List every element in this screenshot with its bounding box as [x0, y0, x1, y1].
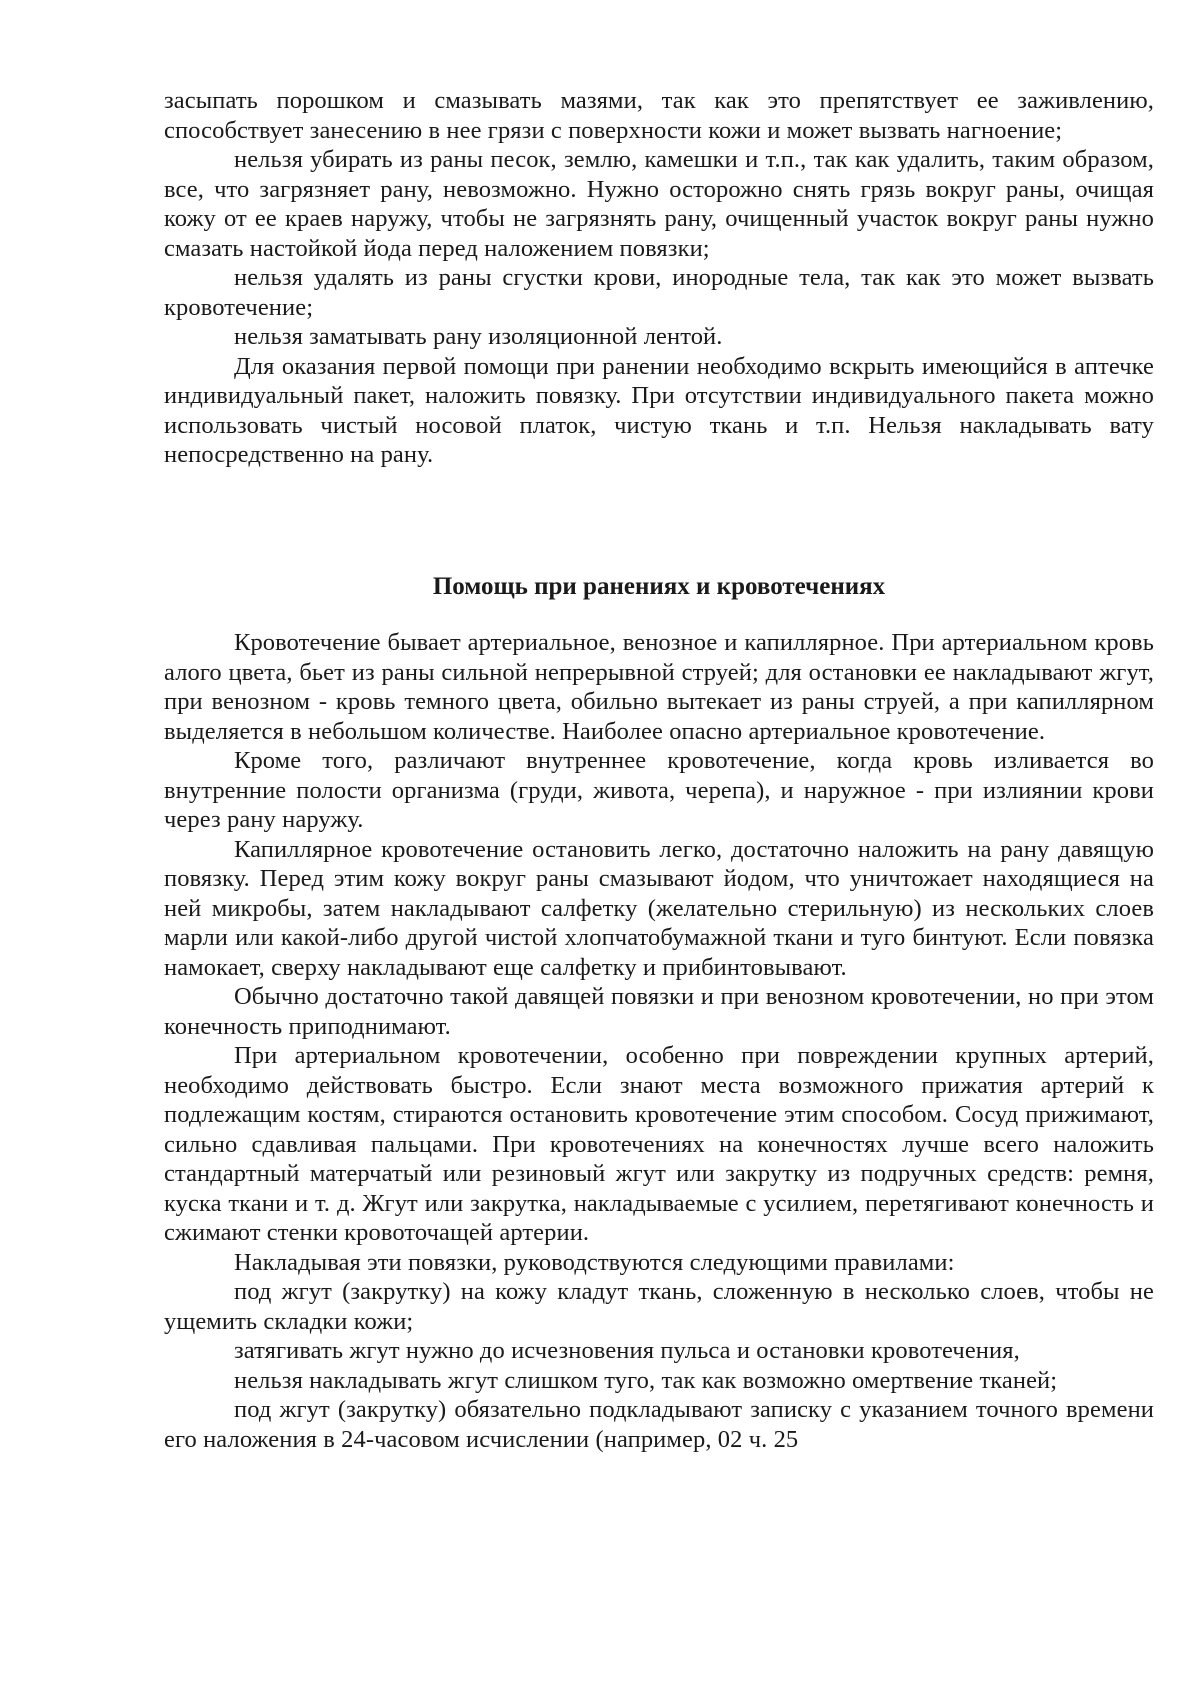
paragraph: засыпать порошком и смазывать мазями, так как это препятствует ее заживлению, способствует занесению в нее грязи с поверхности кожи и может вызвать нагноение; — [164, 87, 1154, 144]
paragraph: под жгут (закрутку) обязательно подкладывают записку с указанием точного времени его наложения в 24-часовом исчислении (например, 02 ч. 25 — [164, 1396, 1154, 1453]
paragraph: затягивать жгут нужно до исчезновения пульса и остановки кровотечения, — [234, 1337, 1020, 1364]
paragraph: под жгут (закрутку) на кожу кладут ткань, сложенную в несколько слоев, чтобы не ущемить складки кожи; — [164, 1278, 1154, 1335]
paragraph: Кроме того, различают внутреннее кровотечение, когда кровь изливается во внутренние полости организма (груди, живота, черепа), и наружное - при излиянии крови через рану наружу. — [164, 747, 1154, 833]
paragraph: Кровотечение бывает артериальное, венозное и капиллярное. При артериальном кровь алого цвета, бьет из раны сильной непрерывной струей; для остановки ее накладывают жгут, при венозном - кровь темного цвета, обильно вытекает из раны струей, а при капиллярном выделяется в небольшом количестве. Наиболее опасно артериальное кровотечение. — [164, 629, 1154, 745]
paragraph: Для оказания первой помощи при ранении необходимо вскрыть имеющийся в аптечке индивидуальный пакет, наложить повязку. При отсутствии индивидуального пакета можно использовать чистый носовой платок, чистую ткань и т.п. Нельзя накладывать вату непосредственно на рану. — [164, 352, 1154, 468]
paragraph: При артериальном кровотечении, особенно при повреждении крупных артерий, необходимо действовать быстро. Если знают места возможного прижатия артерий к подлежащим костям, стираются остановить кровотечение этим способом. Сосуд прижимают, сильно сдавливая пальцами. При кровотечениях на конечностях лучше всего наложить стандартный матерчатый или резиновый жгут или закрутку из подручных средств: ремня, куска ткани и т. д. Жгут или закрутка, накладываемые с усилием, перетягивают конечность и сжимают стенки кровоточащей артерии. — [164, 1042, 1154, 1246]
section-heading: Помощь при ранениях и кровотечениях — [432, 573, 886, 600]
paragraph: нельзя удалять из раны сгустки крови, инородные тела, так как это может вызвать кровотечение; — [164, 264, 1154, 321]
paragraph: нельзя убирать из раны песок, землю, камешки и т.п., так как удалить, таким образом, все, что загрязняет рану, невозможно. Нужно осторожно снять грязь вокруг раны, очищая кожу от ее краев наружу, чтобы не загрязнять рану, очищенный участок вокруг раны нужно смазать настойкой йода перед наложением повязки; — [164, 146, 1154, 262]
paragraph: нельзя накладывать жгут слишком туго, так как возможно омертвение тканей; — [234, 1366, 1058, 1394]
paragraph: Капиллярное кровотечение остановить легко, достаточно наложить на рану давящую повязку. Перед этим кожу вокруг раны смазывают йодом, что уничтожает находящиеся на ней микробы, затем накладывают салфетку (желательно стерильную) из нескольких слоев марли или какой-либо другой чистой хлопчатобумажной ткани и туго бинтуют. Если повязка намокает, сверху накладывают еще салфетку и прибинтовывают. — [164, 835, 1154, 981]
section-text-block — [164, 628, 1154, 1454]
paragraph: Накладывая эти повязки, руководствуются следующими правилами: — [234, 1248, 955, 1276]
top-text-block — [164, 86, 1154, 470]
paragraph: нельзя заматывать рану изоляционной лентой. — [234, 323, 723, 350]
paragraph: Обычно достаточно такой давящей повязки и при венозном кровотечении, но при этом конечность приподнимают. — [164, 983, 1154, 1040]
